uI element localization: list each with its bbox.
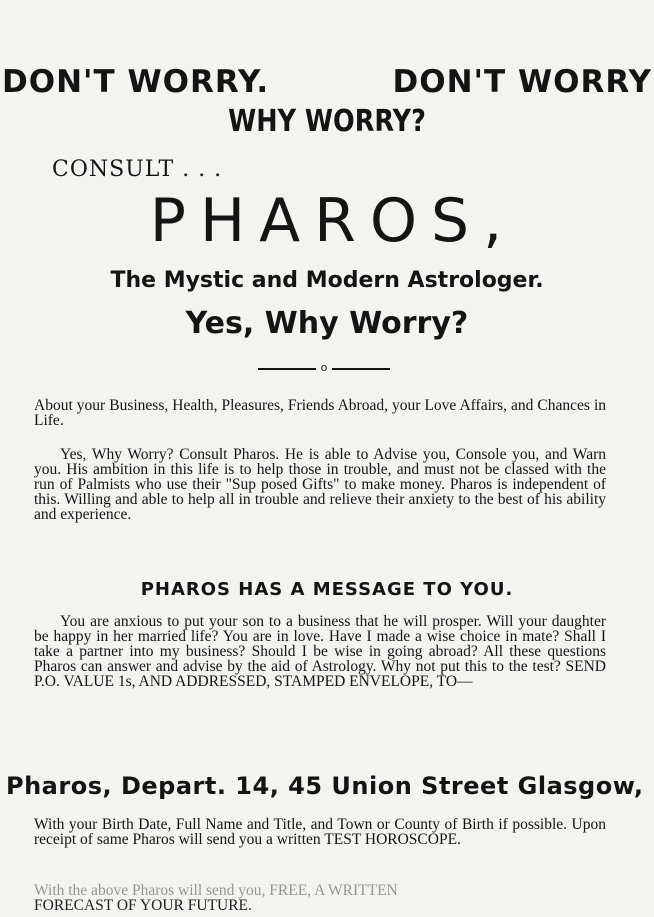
divider-line-right	[332, 368, 390, 370]
headline-left: DON'T WORRY.	[2, 64, 270, 100]
headline-right: DON'T WORRY	[392, 64, 652, 100]
questions-paragraph: You are anxious to put your son to a business that he will prosper. Will your daughter be happy in her married life? You are in love. Have I made a wise choice in mate? Shall I take a partner into my business? Should I be wise in going abroad? All these questions Pharos can answer and advise by the aid of Astrology. Why not put this to the test? SEND P.O. VALUE 1s, AND ADDRESSED, STAMPED ENVELOPE, TO—	[34, 613, 606, 690]
instructions-paragraph: With your Birth Date, Full Name and Title, and Town or County of Birth if possible. Upon receipt of same Pharos will send you a written TEST HOROSCOPE.	[34, 816, 606, 848]
divider-mark: o	[320, 361, 328, 374]
divider-line-left	[258, 368, 316, 370]
consult-paragraph: Yes, Why Worry? Consult Pharos. He is able to Advise you, Console you, and Warn you. His ambition in this life is to help those in trouble, and must not be classed with the run of Palmists who use their "Sup posed Gifts" to make money. Pharos is independent of this. Willing and able to help all in trouble and relieve their anxiety to the best of his ability and experience.	[34, 446, 606, 523]
ornamental-divider	[258, 362, 390, 374]
address-line: Pharos, Depart. 14, 45 Union Street Glasgow,	[6, 772, 644, 800]
forecast-paragraph	[34, 883, 606, 913]
consult-text: CONSULT . . .	[52, 157, 223, 182]
brand-title: PHAROS,	[149, 186, 517, 256]
tagline: The Mystic and Modern Astrologer.	[110, 268, 544, 293]
yes-why-worry-heading: Yes, Why Worry?	[185, 306, 469, 341]
forecast-line: FORECAST OF YOUR FUTURE.	[34, 897, 252, 914]
intro-paragraph: About your Business, Health, Pleasures, Friends Abroad, your Love Affairs, and Chances in Life.	[34, 397, 606, 429]
message-heading: PHAROS HAS A MESSAGE TO YOU.	[140, 579, 514, 600]
why-worry-heading: WHY WORRY?	[228, 104, 426, 139]
forecast-faded-line: With the above Pharos will send you, FREE, A WRITTEN	[34, 882, 398, 899]
